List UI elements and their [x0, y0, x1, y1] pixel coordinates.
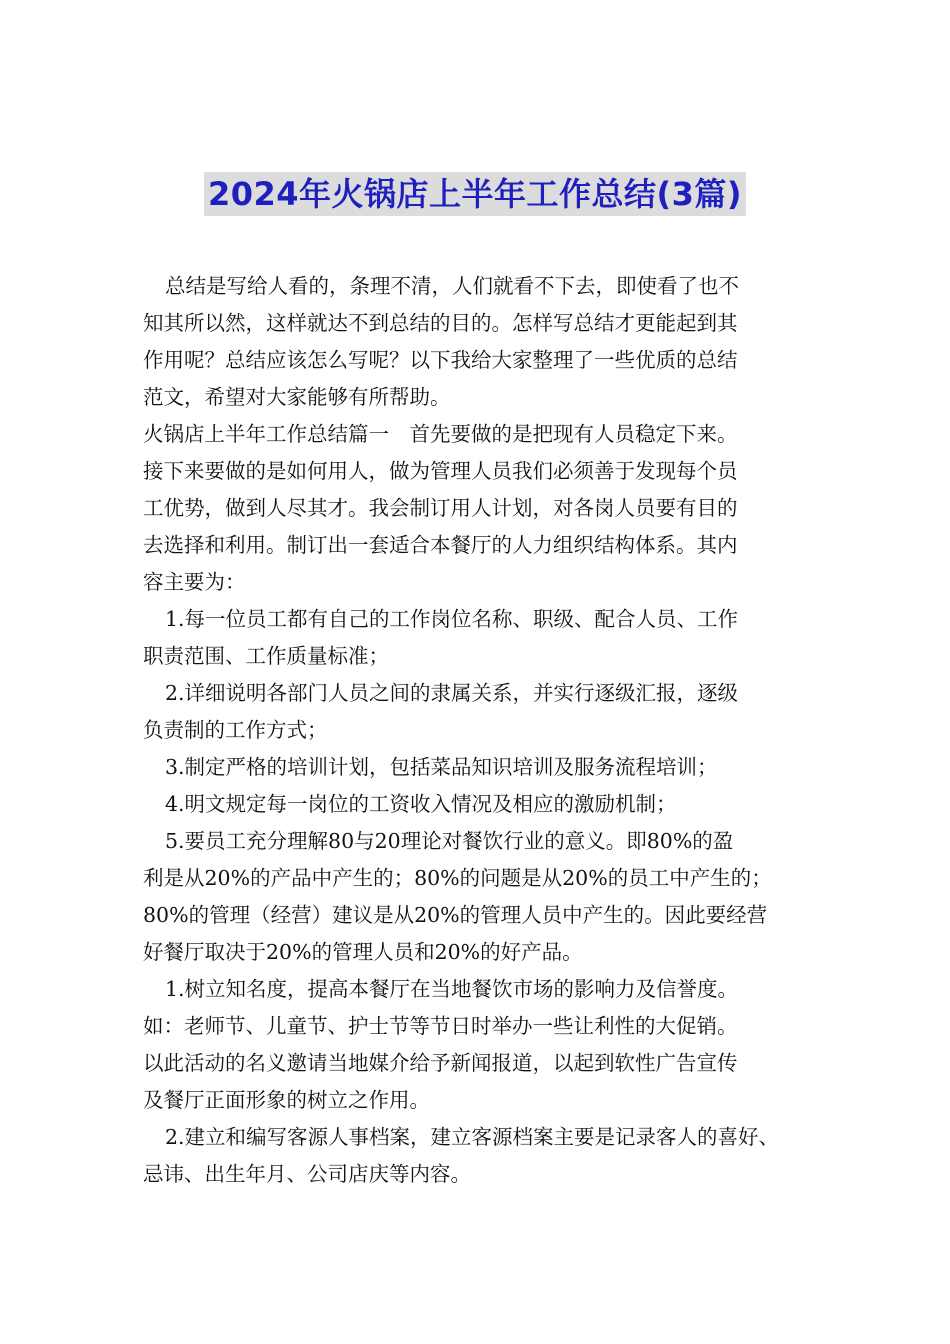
text-line: 作用呢？总结应该怎么写呢？以下我给大家整理了一些优质的总结 — [143, 348, 738, 372]
title-container — [0, 172, 950, 216]
text-line: 接下来要做的是如何用人，做为管理人员我们必须善于发现每个员 — [143, 459, 738, 483]
text-line: 2.详细说明各部门人员之间的隶属关系，并实行逐级汇报，逐级 — [165, 681, 739, 705]
text-line: 利是从20%的产品中产生的；80%的问题是从20%的员工中产生的； — [143, 866, 772, 890]
text-line: 4.明文规定每一岗位的工资收入情况及相应的激励机制； — [165, 792, 677, 816]
document-body — [143, 268, 811, 1193]
text-line: 职责范围、工作质量标准； — [143, 644, 389, 668]
text-line: 1.每一位员工都有自己的工作岗位名称、职级、配合人员、工作 — [165, 607, 739, 631]
text-line: 3.制定严格的培训计划，包括菜品知识培训及服务流程培训； — [165, 755, 718, 779]
text-line: 如：老师节、儿童节、护士节等节日时举办一些让利性的大促销。 — [143, 1014, 738, 1038]
text-line: 忌讳、出生年月、公司店庆等内容。 — [143, 1162, 471, 1186]
text-line: 去选择和利用。制订出一套适合本餐厅的人力组织结构体系。其内 — [143, 533, 738, 557]
text-line: 知其所以然，这样就达不到总结的目的。怎样写总结才更能起到其 — [143, 311, 738, 335]
text-line: 负责制的工作方式； — [143, 718, 328, 742]
text-line: 容主要为： — [143, 570, 246, 594]
text-line: 2.建立和编写客源人事档案，建立客源档案主要是记录客人的喜好、 — [165, 1125, 780, 1149]
text-line: 80%的管理（经营）建议是从20%的管理人员中产生的。因此要经营 — [143, 903, 768, 927]
text-line: 工优势，做到人尽其才。我会制订用人计划，对各岗人员要有目的 — [143, 496, 738, 520]
text-line: 以此活动的名义邀请当地媒介给予新闻报道，以起到软性广告宣传 — [143, 1051, 738, 1075]
text-line: 1.树立知名度，提高本餐厅在当地餐饮市场的影响力及信誉度。 — [165, 977, 739, 1001]
text-line: 及餐厅正面形象的树立之作用。 — [143, 1088, 430, 1112]
text-line: 范文，希望对大家能够有所帮助。 — [143, 385, 451, 409]
text-line: 好餐厅取决于20%的管理人员和20%的好产品。 — [143, 940, 583, 964]
document-title: 2024年火锅店上半年工作总结(3篇) — [204, 172, 746, 216]
text-line: 5.要员工充分理解80与20理论对餐饮行业的意义。即80%的盈 — [165, 829, 734, 853]
text-line: 总结是写给人看的，条理不清，人们就看不下去，即使看了也不 — [165, 274, 739, 298]
text-line: 火锅店上半年工作总结篇一 首先要做的是把现有人员稳定下来。 — [143, 422, 738, 446]
